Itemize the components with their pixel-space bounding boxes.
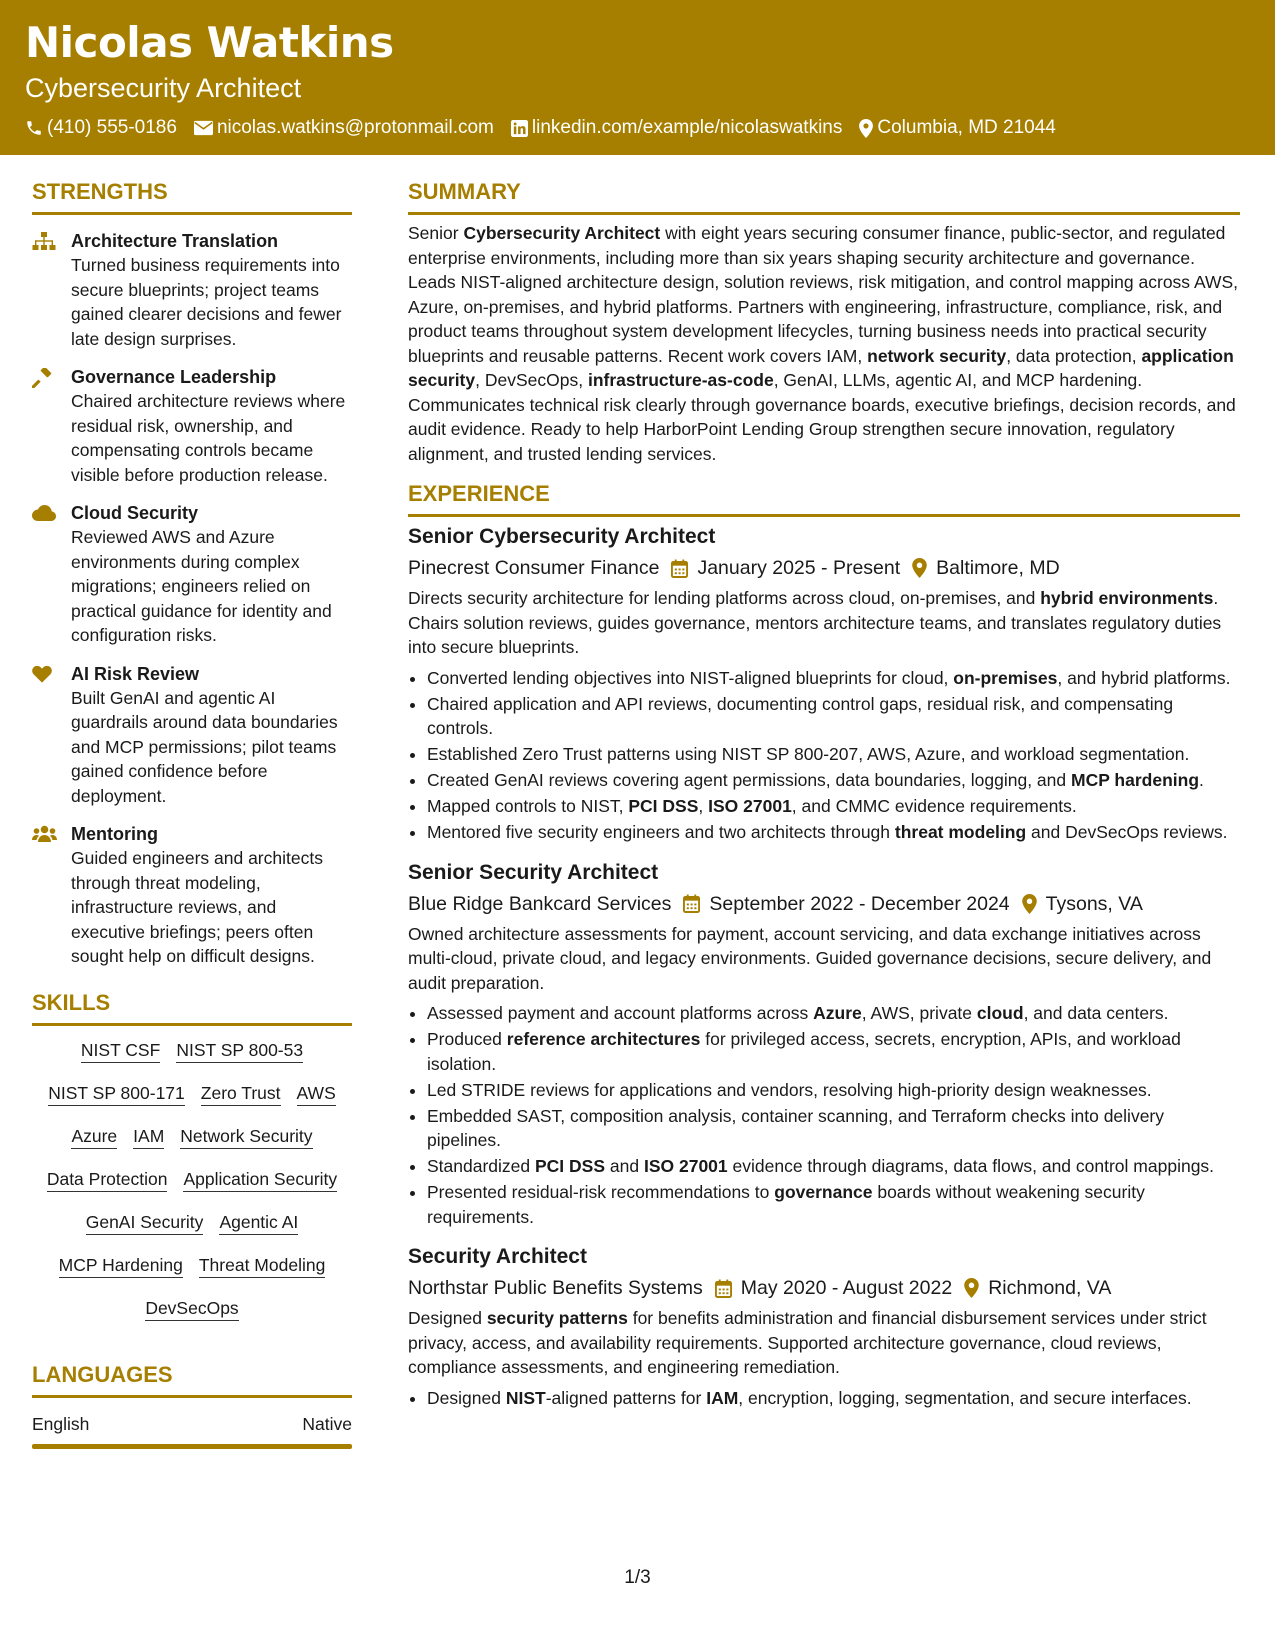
skill-tag: Zero Trust bbox=[201, 1081, 281, 1106]
heart-icon bbox=[32, 665, 52, 683]
job-bullet: • Mentored five security engineers and two architects through threat modeling and DevSecOps reviews. bbox=[427, 820, 1240, 845]
skill-tag: MCP Hardening bbox=[59, 1253, 183, 1278]
phone-text: (410) 555-0186 bbox=[47, 117, 177, 138]
job-bullet: • Produced reference architectures for privileged access, secrets, encryption, APIs, and workload isolation. bbox=[427, 1027, 1240, 1076]
job-meta bbox=[408, 891, 1240, 917]
skill-tag: NIST SP 800-53 bbox=[176, 1038, 303, 1063]
company-name: Pinecrest Consumer Finance bbox=[408, 557, 660, 579]
phone-icon bbox=[25, 119, 43, 137]
skill-tag: AWS bbox=[297, 1081, 336, 1106]
job-bullet: • Embedded SAST, composition analysis, container scanning, and Terraform checks into delivery pipelines. bbox=[427, 1104, 1240, 1153]
strength-item bbox=[32, 501, 352, 648]
job-bullet: • Assessed payment and account platforms across Azure, AWS, private cloud, and data centers. bbox=[427, 1001, 1240, 1026]
right-column bbox=[408, 178, 1240, 1412]
skill-tag: Network Security bbox=[180, 1124, 312, 1149]
map-pin-icon bbox=[1022, 894, 1037, 914]
job-bullet: • Established Zero Trust patterns using NIST SP 800-207, AWS, Azure, and workload segmentation. bbox=[427, 742, 1240, 767]
calendar-icon bbox=[671, 559, 688, 578]
job-entry bbox=[408, 1243, 1240, 1410]
job-summary: Owned architecture assessments for payment, account servicing, and data exchange initiatives across multi-cloud, private cloud, and legacy environments. Guided governance decisions, secure delivery, and audit preparation. bbox=[408, 923, 1212, 993]
company-name: Northstar Public Benefits Systems bbox=[408, 1277, 703, 1299]
summary-heading: SUMMARY bbox=[408, 179, 521, 204]
job-dates: January 2025 - Present bbox=[697, 557, 901, 579]
contact-linkedin[interactable] bbox=[511, 117, 842, 139]
experience-section bbox=[408, 480, 1240, 1410]
job-meta bbox=[408, 1275, 1240, 1301]
skill-tag: IAM bbox=[133, 1124, 164, 1149]
skill-tag: DevSecOps bbox=[145, 1296, 238, 1321]
section-divider bbox=[408, 514, 1240, 517]
job-bullet: • Presented residual-risk recommendations to governance boards without weakening security requirements. bbox=[427, 1180, 1240, 1229]
location-text: Columbia, MD 21044 bbox=[877, 117, 1056, 138]
job-bullet: • Standardized PCI DSS and ISO 27001 evidence through diagrams, data flows, and control mappings. bbox=[427, 1154, 1240, 1179]
summary-section bbox=[408, 178, 1240, 466]
job-summary: Directs security architecture for lending platforms across cloud, on-premises, and hybrid environments. Chairs solution reviews, guides governance, mentors architecture teams, and translates regulatory duties into secure blueprints. bbox=[408, 588, 1222, 657]
job-location: Tysons, VA bbox=[1045, 892, 1143, 915]
strength-desc: Reviewed AWS and Azure environments during complex migrations; engineers relied on practical guidance for identity and configuration risks. bbox=[71, 527, 332, 645]
map-pin-icon bbox=[964, 1278, 979, 1298]
section-divider bbox=[32, 1395, 352, 1398]
skill-tag: Data Protection bbox=[47, 1167, 168, 1192]
calendar-icon bbox=[683, 894, 700, 913]
left-column bbox=[32, 178, 352, 1449]
job-dates: May 2020 - August 2022 bbox=[740, 1277, 953, 1299]
skill-tag: Application Security bbox=[183, 1167, 337, 1192]
envelope-icon bbox=[194, 120, 213, 136]
job-bullets bbox=[408, 1386, 1240, 1411]
job-summary: Designed security patterns for benefits administration and financial disbursement services under strict privacy, access, and availability requirements. Supported architecture governance, cloud reviews, compliance assessments, and engineering remediation. bbox=[408, 1308, 1207, 1377]
strength-desc: Built GenAI and agentic AI guardrails around data boundaries and MCP permissions; pilot teams gained confidence before deployment. bbox=[71, 687, 338, 806]
strengths-heading: STRENGTHS bbox=[32, 179, 168, 204]
job-location: Richmond, VA bbox=[988, 1277, 1112, 1299]
language-level: Native bbox=[302, 1413, 352, 1434]
cloud-icon bbox=[32, 504, 56, 522]
job-location: Baltimore, MD bbox=[936, 557, 1060, 579]
linkedin-text: linkedin.com/example/nicolaswatkins bbox=[531, 117, 843, 138]
contact-location bbox=[859, 117, 1055, 139]
skill-tag: Azure bbox=[71, 1124, 117, 1149]
job-bullet: • Created GenAI reviews covering agent permissions, data boundaries, logging, and MCP hardening. bbox=[427, 768, 1240, 793]
job-bullet: • Led STRIDE reviews for applications and vendors, resolving high-priority design weaknesses. bbox=[427, 1078, 1240, 1103]
strength-desc: Turned business requirements into secure blueprints; project teams gained clearer decisions and fewer late design surprises. bbox=[71, 255, 342, 349]
contact-email[interactable] bbox=[194, 117, 494, 139]
skills-list bbox=[32, 1026, 352, 1339]
language-proficiency-bar bbox=[32, 1444, 352, 1449]
job-bullet: • Chaired application and API reviews, documenting control gaps, residual risk, and compensating controls. bbox=[427, 692, 1240, 741]
strength-item bbox=[32, 229, 352, 351]
gavel-icon bbox=[32, 368, 54, 388]
skills-heading: SKILLS bbox=[32, 989, 111, 1015]
job-bullets bbox=[408, 666, 1240, 845]
job-bullets bbox=[408, 1001, 1240, 1229]
section-divider bbox=[408, 212, 1240, 215]
skill-tag: NIST CSF bbox=[81, 1038, 160, 1063]
language-name: English bbox=[32, 1413, 90, 1434]
job-title: Senior Cybersecurity Architect bbox=[408, 525, 716, 548]
strengths-section bbox=[32, 178, 352, 969]
candidate-title: Cybersecurity Architect bbox=[25, 73, 302, 103]
job-title: Security Architect bbox=[408, 1245, 587, 1268]
contact-phone[interactable] bbox=[25, 117, 177, 139]
calendar-icon bbox=[715, 1279, 732, 1298]
strength-title: Architecture Translation bbox=[71, 231, 279, 251]
experience-heading: EXPERIENCE bbox=[408, 481, 550, 506]
company-name: Blue Ridge Bankcard Services bbox=[408, 892, 672, 915]
summary-text: Senior Cybersecurity Architect with eight years securing consumer finance, public-sector, and regulated enterprise environments, including more than six years shaping security architecture and governance. Leads NIST-aligned architecture design, solution reviews, risk mitigation, and control mapping across AWS, Azure, on-premises, and hybrid platforms. Partners with engineering, infrastructure, compliance, risk, and product teams throughout system development lifecycles, turning business needs into practical security blueprints and reusable patterns. Recent work covers IAM, network security, data protection, application security, DevSecOps, infrastructure-as-code, GenAI, LLMs, agentic AI, and MCP hardening. Communicates technical risk clearly through governance boards, executive briefings, decision records, and audit evidence. Ready to help HarborPoint Lending Group strengthen secure innovation, regulatory alignment, and trusted lending services. bbox=[408, 223, 1239, 464]
skills-section bbox=[32, 989, 352, 1339]
strength-title: Mentoring bbox=[71, 824, 158, 844]
map-pin-icon bbox=[912, 558, 927, 578]
strength-item bbox=[32, 822, 352, 969]
skill-tag: Agentic AI bbox=[219, 1210, 298, 1235]
job-title: Senior Security Architect bbox=[408, 860, 659, 884]
job-entry bbox=[408, 859, 1240, 1230]
languages-section bbox=[32, 1361, 352, 1449]
candidate-name: Nicolas Watkins bbox=[25, 18, 394, 67]
job-entry bbox=[408, 523, 1240, 845]
skill-tag: Threat Modeling bbox=[199, 1253, 325, 1278]
job-bullet: • Converted lending objectives into NIST-aligned blueprints for cloud, on-premises, and hybrid platforms. bbox=[427, 666, 1240, 691]
resume-header bbox=[0, 0, 1275, 155]
page-number: 1/3 bbox=[624, 1567, 651, 1588]
strength-item bbox=[32, 662, 352, 809]
map-pin-icon bbox=[859, 119, 873, 138]
users-icon bbox=[32, 825, 57, 843]
skill-tag: NIST SP 800-171 bbox=[48, 1081, 185, 1106]
strength-title: Governance Leadership bbox=[71, 367, 277, 387]
strength-title: Cloud Security bbox=[71, 503, 199, 523]
job-meta bbox=[408, 555, 1240, 581]
linkedin-icon bbox=[511, 120, 528, 137]
language-row bbox=[32, 1412, 352, 1436]
strength-item bbox=[32, 365, 352, 487]
job-list bbox=[408, 523, 1240, 1410]
job-dates: September 2022 - December 2024 bbox=[709, 892, 1010, 915]
strength-title: AI Risk Review bbox=[71, 663, 200, 684]
strength-desc: Chaired architecture reviews where residual risk, ownership, and compensating controls became visible before production release. bbox=[71, 391, 346, 485]
email-text: nicolas.watkins@protonmail.com bbox=[216, 117, 494, 138]
job-bullet: • Designed NIST-aligned patterns for IAM, encryption, logging, segmentation, and secure interfaces. bbox=[427, 1386, 1240, 1411]
languages-heading: LANGUAGES bbox=[32, 1361, 173, 1387]
strength-desc: Guided engineers and architects through threat modeling, infrastructure reviews, and executive briefings; peers often sought help on difficult designs. bbox=[71, 848, 323, 966]
job-bullet: • Mapped controls to NIST, PCI DSS, ISO 27001, and CMMC evidence requirements. bbox=[427, 794, 1240, 819]
contact-bar bbox=[25, 117, 1073, 139]
skill-tag: GenAI Security bbox=[86, 1210, 204, 1235]
sitemap-icon bbox=[32, 232, 56, 252]
